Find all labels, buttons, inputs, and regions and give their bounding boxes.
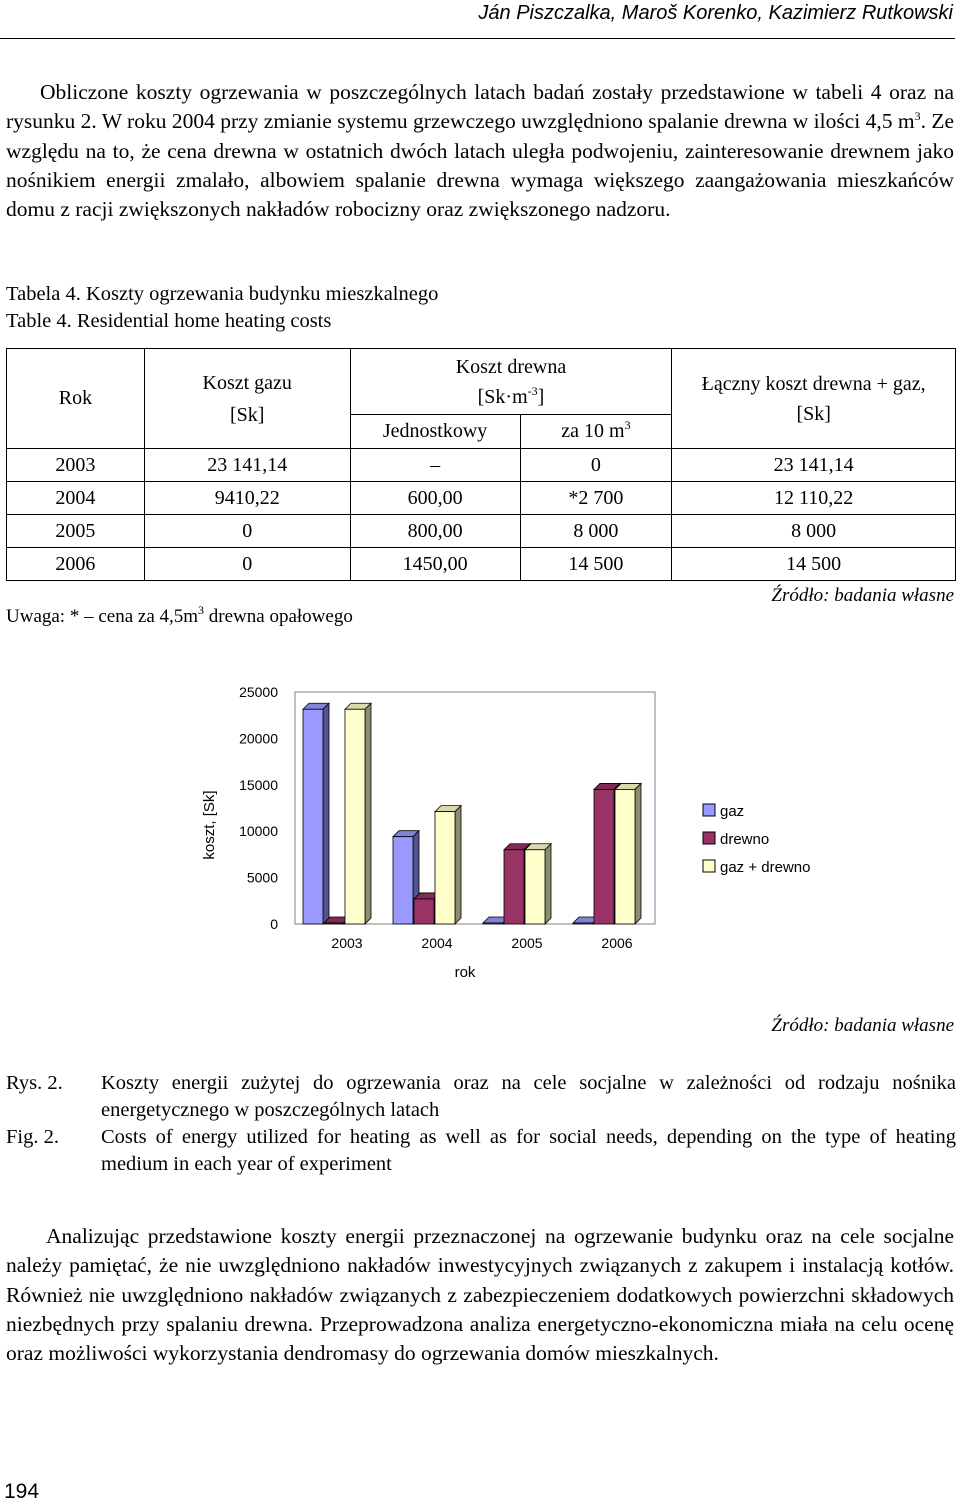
cell: 800,00 xyxy=(350,515,520,548)
header-rok: Rok xyxy=(7,349,145,449)
table-row xyxy=(7,548,956,581)
legend-swatch xyxy=(703,804,715,816)
table-row xyxy=(7,515,956,548)
cell: 2005 xyxy=(7,515,145,548)
cell: 9410,22 xyxy=(144,482,350,515)
para1-part1: Obliczone koszty ogrzewania w poszczególnych latach badań zostały przedstawione w tabeli 4 oraz na rysunku 2. W roku 2004 przy zmianie systemu grzewczego uwzględniono spalanie drewna w ilości 4,5 m xyxy=(6,80,954,134)
table-caption-en: Table 4. Residential home heating costs xyxy=(6,310,332,332)
y-tick-label: 0 xyxy=(270,916,278,932)
para1-sup: 3 xyxy=(914,109,921,124)
cell: *2 700 xyxy=(520,482,672,515)
legend-label: gaz + drewno xyxy=(720,859,811,876)
cell: 14 500 xyxy=(672,548,956,581)
page-number: 194 xyxy=(4,1480,40,1503)
cell: 23 141,14 xyxy=(144,449,350,482)
y-tick-label: 25000 xyxy=(239,684,278,700)
cell: 2006 xyxy=(7,548,145,581)
header-koszt-drewna: Koszt drewna $[Sk\cdot m^{-3}]$ xyxy=(350,349,672,415)
bar-gaz-2003 xyxy=(303,703,329,924)
table-header-row xyxy=(7,349,956,415)
cell: 14 500 xyxy=(520,548,672,581)
header-za-10m3: za 10 $m^3$ xyxy=(520,415,672,449)
cell: 2003 xyxy=(7,449,145,482)
cell: 8 000 xyxy=(672,515,956,548)
figure-label-pl: Rys. 2. xyxy=(6,1072,63,1094)
x-tick-label: 2004 xyxy=(421,935,453,951)
table-row xyxy=(7,449,956,482)
y-axis-label: koszt, [Sk] xyxy=(201,790,218,860)
cell: 0 xyxy=(144,515,350,548)
running-header xyxy=(0,0,955,39)
cell: 1450,00 xyxy=(350,548,520,581)
heating-costs-table xyxy=(6,348,956,581)
figure-text-en: Costs of energy utilized for heating as well as for social needs, depending on the type of heating medium in each year of experiment xyxy=(101,1126,956,1175)
y-tick-label: 15000 xyxy=(239,776,278,793)
y-tick-label: 5000 xyxy=(246,869,278,886)
figure-caption-en xyxy=(6,1124,956,1178)
header-laczny-koszt: Łączny koszt drewna + gaz, [Sk] xyxy=(672,349,956,449)
x-axis-label: rok xyxy=(454,964,476,981)
figure-text-pl: Koszty energii zużytej do ogrzewania oraz na cele socjalne w zależności od rodzaju nośnika energetycznego w poszczególnych latach xyxy=(101,1072,956,1121)
header-koszt-gazu: Koszt gazu [Sk] xyxy=(144,349,350,449)
legend-swatch xyxy=(703,860,715,872)
figure-source: Źródło: badania własne xyxy=(771,1015,954,1036)
bar-gaz-drewno-2003 xyxy=(345,703,371,924)
cell: 0 xyxy=(144,548,350,581)
legend-label: gaz xyxy=(720,803,745,820)
table-row xyxy=(7,482,956,515)
cell: 8 000 xyxy=(520,515,672,548)
y-tick-label: 10000 xyxy=(239,823,278,840)
cell: – xyxy=(350,449,520,482)
chart-legend xyxy=(703,803,810,876)
legend-swatch xyxy=(703,832,715,844)
table-note: Uwaga: * – cena za $4,5m^3$ drewna opałowego xyxy=(6,603,353,627)
cell: 0 xyxy=(520,449,672,482)
table-source: Źródło: badania własne xyxy=(771,585,954,606)
x-tick-label: 2005 xyxy=(511,935,543,951)
cell: 23 141,14 xyxy=(672,449,956,482)
cell: 600,00 xyxy=(350,482,520,515)
paragraph-intro xyxy=(6,78,954,224)
table-caption-pl: Tabela 4. Koszty ogrzewania budynku mieszkalnego xyxy=(6,283,439,305)
header-jednostkowy: Jednostkowy xyxy=(350,415,520,449)
bar-gaz-drewno-2005 xyxy=(525,844,551,924)
cell: 2004 xyxy=(7,482,145,515)
bar-gaz-drewno-2006 xyxy=(615,783,641,924)
bar-gaz-drewno-2004 xyxy=(435,806,461,924)
costs-bar-chart xyxy=(190,680,850,990)
paragraph-analysis: Analizując przedstawione koszty energii przeznaczonej na ogrzewanie budynku oraz na cele socjalne należy pamiętać, że nie uwzględniono nakładów inwestycyjnych związanych z zakupem i instalacją kotłów. Również nie uwzględniono nakładów związanych z zabezpieczeniem dodatkowych powierzchni składowych niezbędnych przy spalaniu drewna. Przeprowadzona analiza energetyczno-ekonomiczna miała na celu ocenę oraz możliwości wykorzystania dendromasy do ogrzewania domów mieszkalnych. xyxy=(6,1224,954,1366)
figure-caption-pl xyxy=(6,1070,956,1124)
para1-part2: . Ze względu na to, że cena drewna w ostatnich dwóch latach uległa podwojeniu, zainteresowanie drewnem jako nośnikiem energii zmalało, albowiem spalanie drewna wymaga większego zaangażowania mieszkańców domu z racji zwiększonych nakładów robocizny oraz zwiększonego nadzoru. xyxy=(6,109,954,222)
cell: 12 110,22 xyxy=(672,482,956,515)
x-tick-label: 2006 xyxy=(601,935,633,951)
legend-label: drewno xyxy=(720,831,770,848)
y-tick-label: 20000 xyxy=(239,730,278,747)
header-authors: Ján Piszczalka, Maroš Korenko, Kazimierz Rutkowski xyxy=(478,2,953,24)
figure-label-en: Fig. 2. xyxy=(6,1126,59,1148)
x-tick-label: 2003 xyxy=(331,935,363,951)
